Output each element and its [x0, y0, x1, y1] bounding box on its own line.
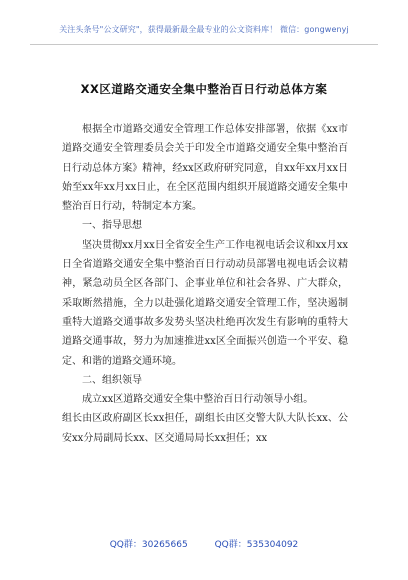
document-body: [62, 120, 348, 448]
footer-contacts: [0, 537, 408, 550]
section-heading-guiding-ideology: 一、指导思想: [82, 220, 142, 232]
qq-group-2: QQ群：535304092: [214, 540, 299, 550]
document-title: XX区道路交通安全集中整治百日行动总体方案: [80, 82, 328, 96]
header-note: 关注头条号"公文研究"，获得最新最全最专业的公文资料库！ 微信：gongwenyj: [59, 25, 349, 34]
guiding-ideology-paragraph: 坚决贯彻xx月xx日全省安全生产工作电视电话会议和xx月xx日全省道路交通安全集中整治百日行动动员部署电视电话会议精神，紧急动员全区各部门、企事业单位和社会各界、广大群众，采取断然措施，全力以赴强化道路交通安全管理工作，坚决遏制重特大道路交通事故多发势头坚决杜绝再次发生有影响的重特大道路交通事故，努力为加速推进xx区全面振兴创造一个平安、稳定、和谐的道路交通环境。: [62, 239, 348, 367]
header-divider: [30, 44, 378, 45]
organization-line-2: 组长由区政府副区长xx担任，副组长由区交警大队大队长xx、公安xx分局副局长xx、区交通局局长xx担任；xx: [62, 413, 348, 444]
qq-group-1: QQ群：30265665: [109, 540, 188, 550]
section-heading-organization: 二、组织领导: [82, 374, 142, 386]
organization-line-1: 成立xx区道路交通安全集中整治百日行动领导小组。: [82, 394, 314, 406]
intro-paragraph: 根据全市道路交通安全管理工作总体安排部署，依据《xx市道路交通安全管理委员会关于印发全市道路交通安全集中整治百日行动总体方案》精神，经xx区政府研究同意，自xx年xx月xx日始至xx年xx月xx日止，在全区范围内组织开展道路交通安全集中整治百日行动，特制定本方案。: [62, 124, 348, 213]
